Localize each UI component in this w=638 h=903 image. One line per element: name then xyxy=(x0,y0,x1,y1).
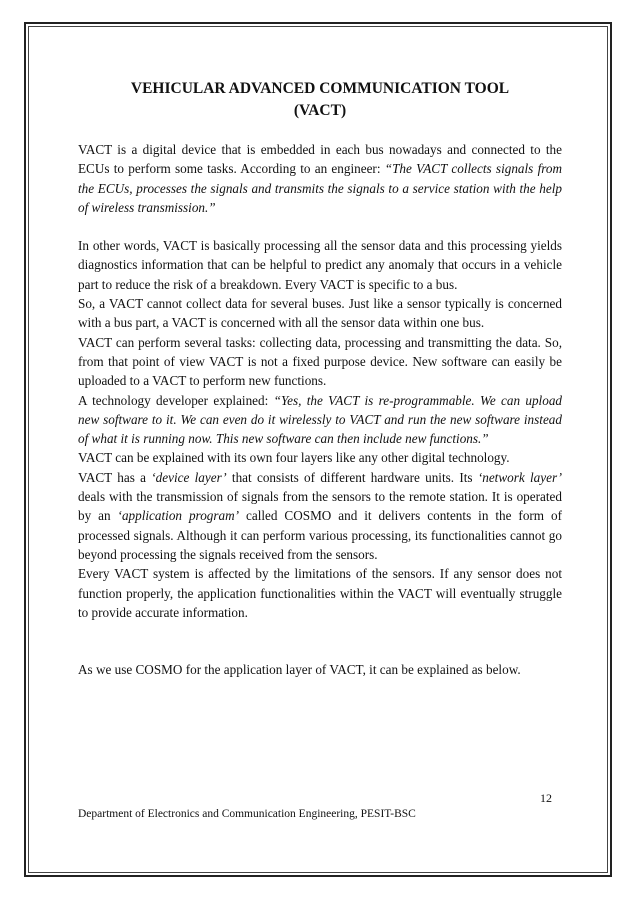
title-line-2: (VACT) xyxy=(293,102,347,119)
term-device-layer: ‘device layer’ xyxy=(151,469,227,485)
title-line-1: VEHICULAR ADVANCED COMMUNICATION TOOL xyxy=(130,80,510,97)
paragraph-limitations: Every VACT system is affected by the limitations of the sensors. If any sensor does not function properly, the application functionalities within the VACT will eventually struggle to provide accurate information. xyxy=(78,566,562,620)
paragraph-four-layers: VACT can be explained with its own four layers like any other digital technology. xyxy=(78,450,510,466)
page-footer: Department of Electronics and Communication Engineering, PESIT-BSC xyxy=(78,808,416,820)
layers-text-b: that consists of different hardware units. Its xyxy=(226,469,478,485)
page-content xyxy=(78,78,562,679)
paragraph-layers xyxy=(78,468,562,564)
layers-text-c: deals with the transmission of signals from the sensors to the remote station. It is operated by an xyxy=(78,489,562,524)
paragraph-developer xyxy=(78,391,562,449)
paragraph-intro xyxy=(78,140,562,217)
layers-text-a: VACT has a xyxy=(78,469,152,485)
engineer-quote: “The VACT collects signals from the ECUs, processes the signals and transmits the signals to a service station with the help of wireless transmission.” xyxy=(78,161,562,215)
term-application-program: ‘application program’ xyxy=(117,508,240,524)
term-network-layer: ‘network layer’ xyxy=(477,469,562,485)
paragraph-other-words: In other words, VACT is basically processing all the sensor data and this processing yields diagnostics information that can be helpful to predict any anomaly that occurs in a vehicle part to reduce the risk of a breakdown. Every VACT is specific to a bus. xyxy=(78,238,562,292)
paragraph-tasks: VACT can perform several tasks: collecting data, processing and transmitting the data. So, from that point of view VACT is not a fixed purpose device. New software can easily be uploaded to a VACT to perform new functions. xyxy=(78,334,562,389)
intro-text: VACT is a digital device that is embedded in each bus nowadays and connected to the ECUs to perform some tasks. According to an engineer: xyxy=(78,142,562,177)
paragraph-several-buses: So, a VACT cannot collect data for several buses. Just like a sensor typically is concerned with a bus part, a VACT is concerned with all the sensor data within one bus. xyxy=(78,296,562,331)
developer-quote: “Yes, the VACT is re-programmable. We can upload new software to it. We can even do it wirelessly to VACT and run the new software instead of what it is running now. This new software can then include new functions.” xyxy=(78,392,563,447)
paragraph-cosmo: As we use COSMO for the application layer of VACT, it can be explained as below. xyxy=(78,662,521,678)
document-title xyxy=(78,78,562,122)
developer-intro: A technology developer explained: xyxy=(78,392,274,408)
layers-text-d: called COSMO and it delivers contents in the form of processed signals. Although it can perform various processing, its functionalities cannot go beyond processing the signals received from the sensors. xyxy=(78,508,562,562)
page-number: 12 xyxy=(540,791,552,805)
